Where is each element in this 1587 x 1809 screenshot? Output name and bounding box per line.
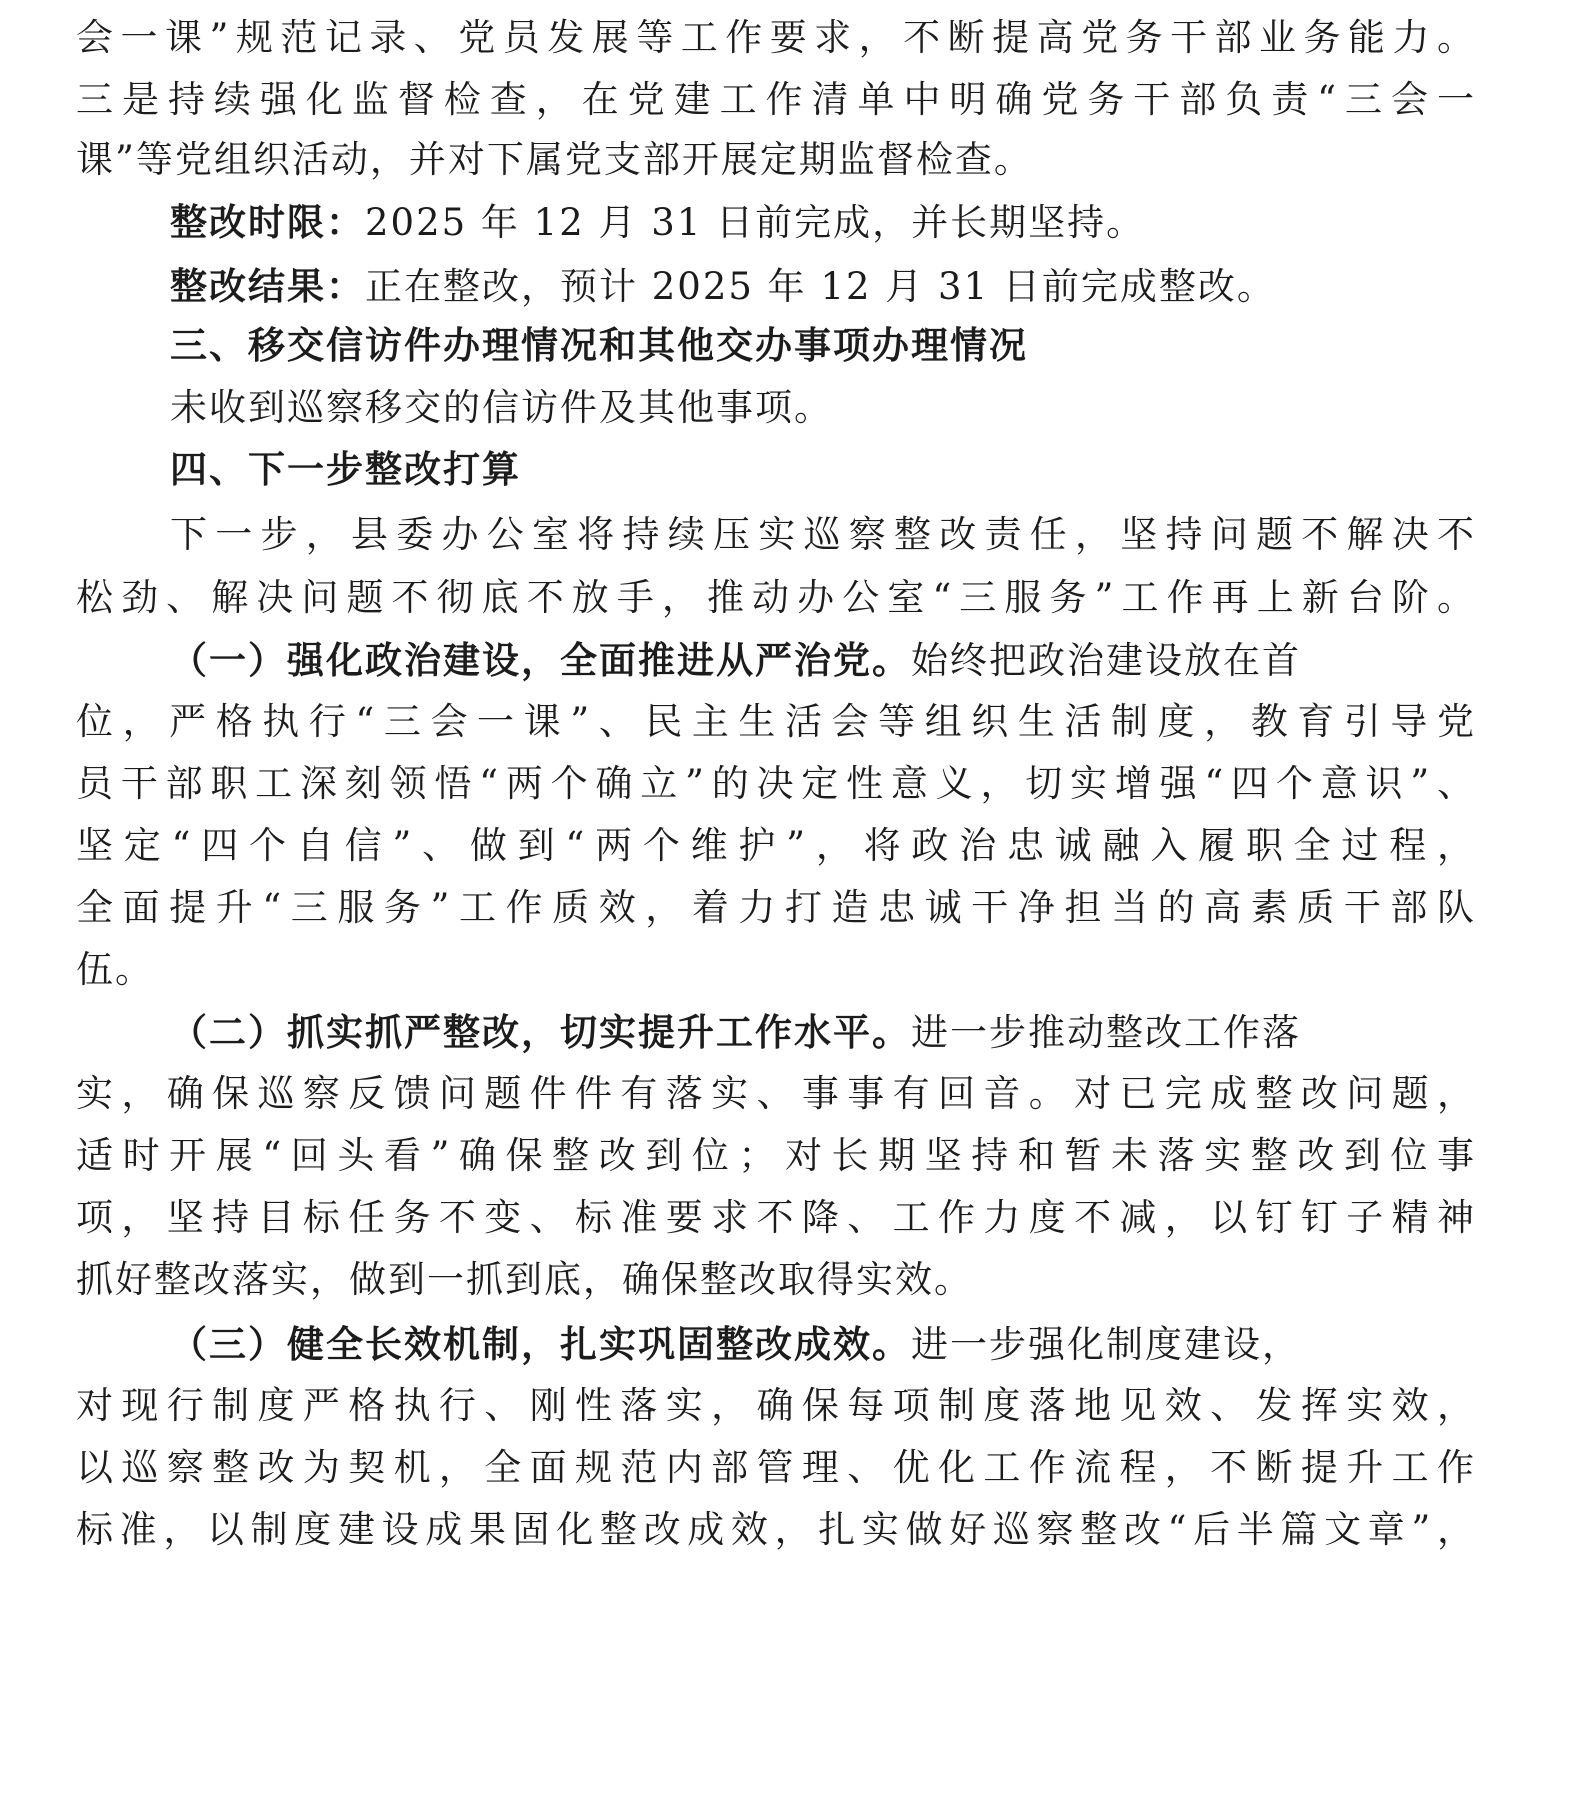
subsection-2-text: 进一步推动整改工作落: [911, 1011, 1301, 1054]
paragraph-line: 位，严格执行“三会一课”、民主生活会等组织生活制度，教育引导党: [76, 700, 1476, 743]
section-heading-3: 三、移交信访件办理情况和其他交办事项办理情况: [170, 324, 1028, 367]
subsection-2-title: （二）抓实抓严整改，切实提升工作水平。: [170, 1010, 911, 1054]
paragraph-line: 会一课”规范记录、党员发展等工作要求，不断提高党务干部业务能力。: [76, 16, 1476, 59]
paragraph-line: 适时开展“回头看”确保整改到位；对长期坚持和暂未落实整改到位事: [76, 1134, 1476, 1177]
paragraph-line: 项，坚持目标任务不变、标准要求不降、工作力度不减，以钉钉子精神: [76, 1196, 1476, 1239]
section-heading-4: 四、下一步整改打算: [170, 448, 521, 491]
subsection-2-line: [170, 1002, 1476, 1062]
paragraph-line: 实，确保巡察反馈问题件件有落实、事事有回音。对已完成整改问题，: [76, 1072, 1476, 1115]
paragraph-line: 员干部职工深刻领悟“两个确立”的决定性意义，切实增强“四个意识”、: [76, 762, 1476, 805]
subsection-1-line: [170, 630, 1476, 690]
paragraph-line: 松劲、解决问题不彻底不放手，推动办公室“三服务”工作再上新台阶。: [76, 576, 1476, 619]
paragraph-line: 伍。: [76, 948, 154, 991]
paragraph-line: 标准，以制度建设成果固化整改成效，扎实做好巡察整改“后半篇文章”，: [76, 1508, 1476, 1551]
deadline-value: 2025 年 12 月 31 日前完成，并长期坚持。: [365, 201, 1146, 244]
paragraph-line: 抓好整改落实，做到一抓到底，确保整改取得实效。: [76, 1258, 973, 1301]
paragraph-line: 未收到巡察移交的信访件及其他事项。: [170, 386, 833, 429]
subsection-3-title: （三）健全长效机制，扎实巩固整改成效。: [170, 1322, 911, 1366]
paragraph-line: 以巡察整改为契机，全面规范内部管理、优化工作流程，不断提升工作: [76, 1446, 1476, 1489]
paragraph-line: 全面提升“三服务”工作质效，着力打造忠诚干净担当的高素质干部队: [76, 886, 1476, 929]
deadline-label: 整改时限：: [170, 200, 365, 244]
subsection-1-title: （一）强化政治建设，全面推进从严治党。: [170, 638, 911, 682]
result-value: 正在整改，预计 2025 年 12 月 31 日前完成整改。: [365, 265, 1276, 308]
result-label: 整改结果：: [170, 264, 365, 308]
rectification-result: [170, 256, 1476, 316]
paragraph-line: 课”等党组织活动，并对下属党支部开展定期监督检查。: [76, 138, 1033, 181]
rectification-deadline: [170, 192, 1476, 252]
paragraph-line: 三是持续强化监督检查，在党建工作清单中明确党务干部负责“三会一: [76, 78, 1476, 121]
subsection-3-text: 进一步强化制度建设，: [911, 1323, 1301, 1366]
paragraph-line: 坚定“四个自信”、做到“两个维护”，将政治忠诚融入履职全过程，: [76, 824, 1476, 867]
paragraph-line: 下一步，县委办公室将持续压实巡察整改责任，坚持问题不解决不: [170, 513, 1476, 556]
subsection-3-line: [170, 1314, 1476, 1374]
subsection-1-text: 始终把政治建设放在首: [911, 639, 1301, 682]
paragraph-line: 对现行制度严格执行、刚性落实，确保每项制度落地见效、发挥实效，: [76, 1384, 1476, 1427]
